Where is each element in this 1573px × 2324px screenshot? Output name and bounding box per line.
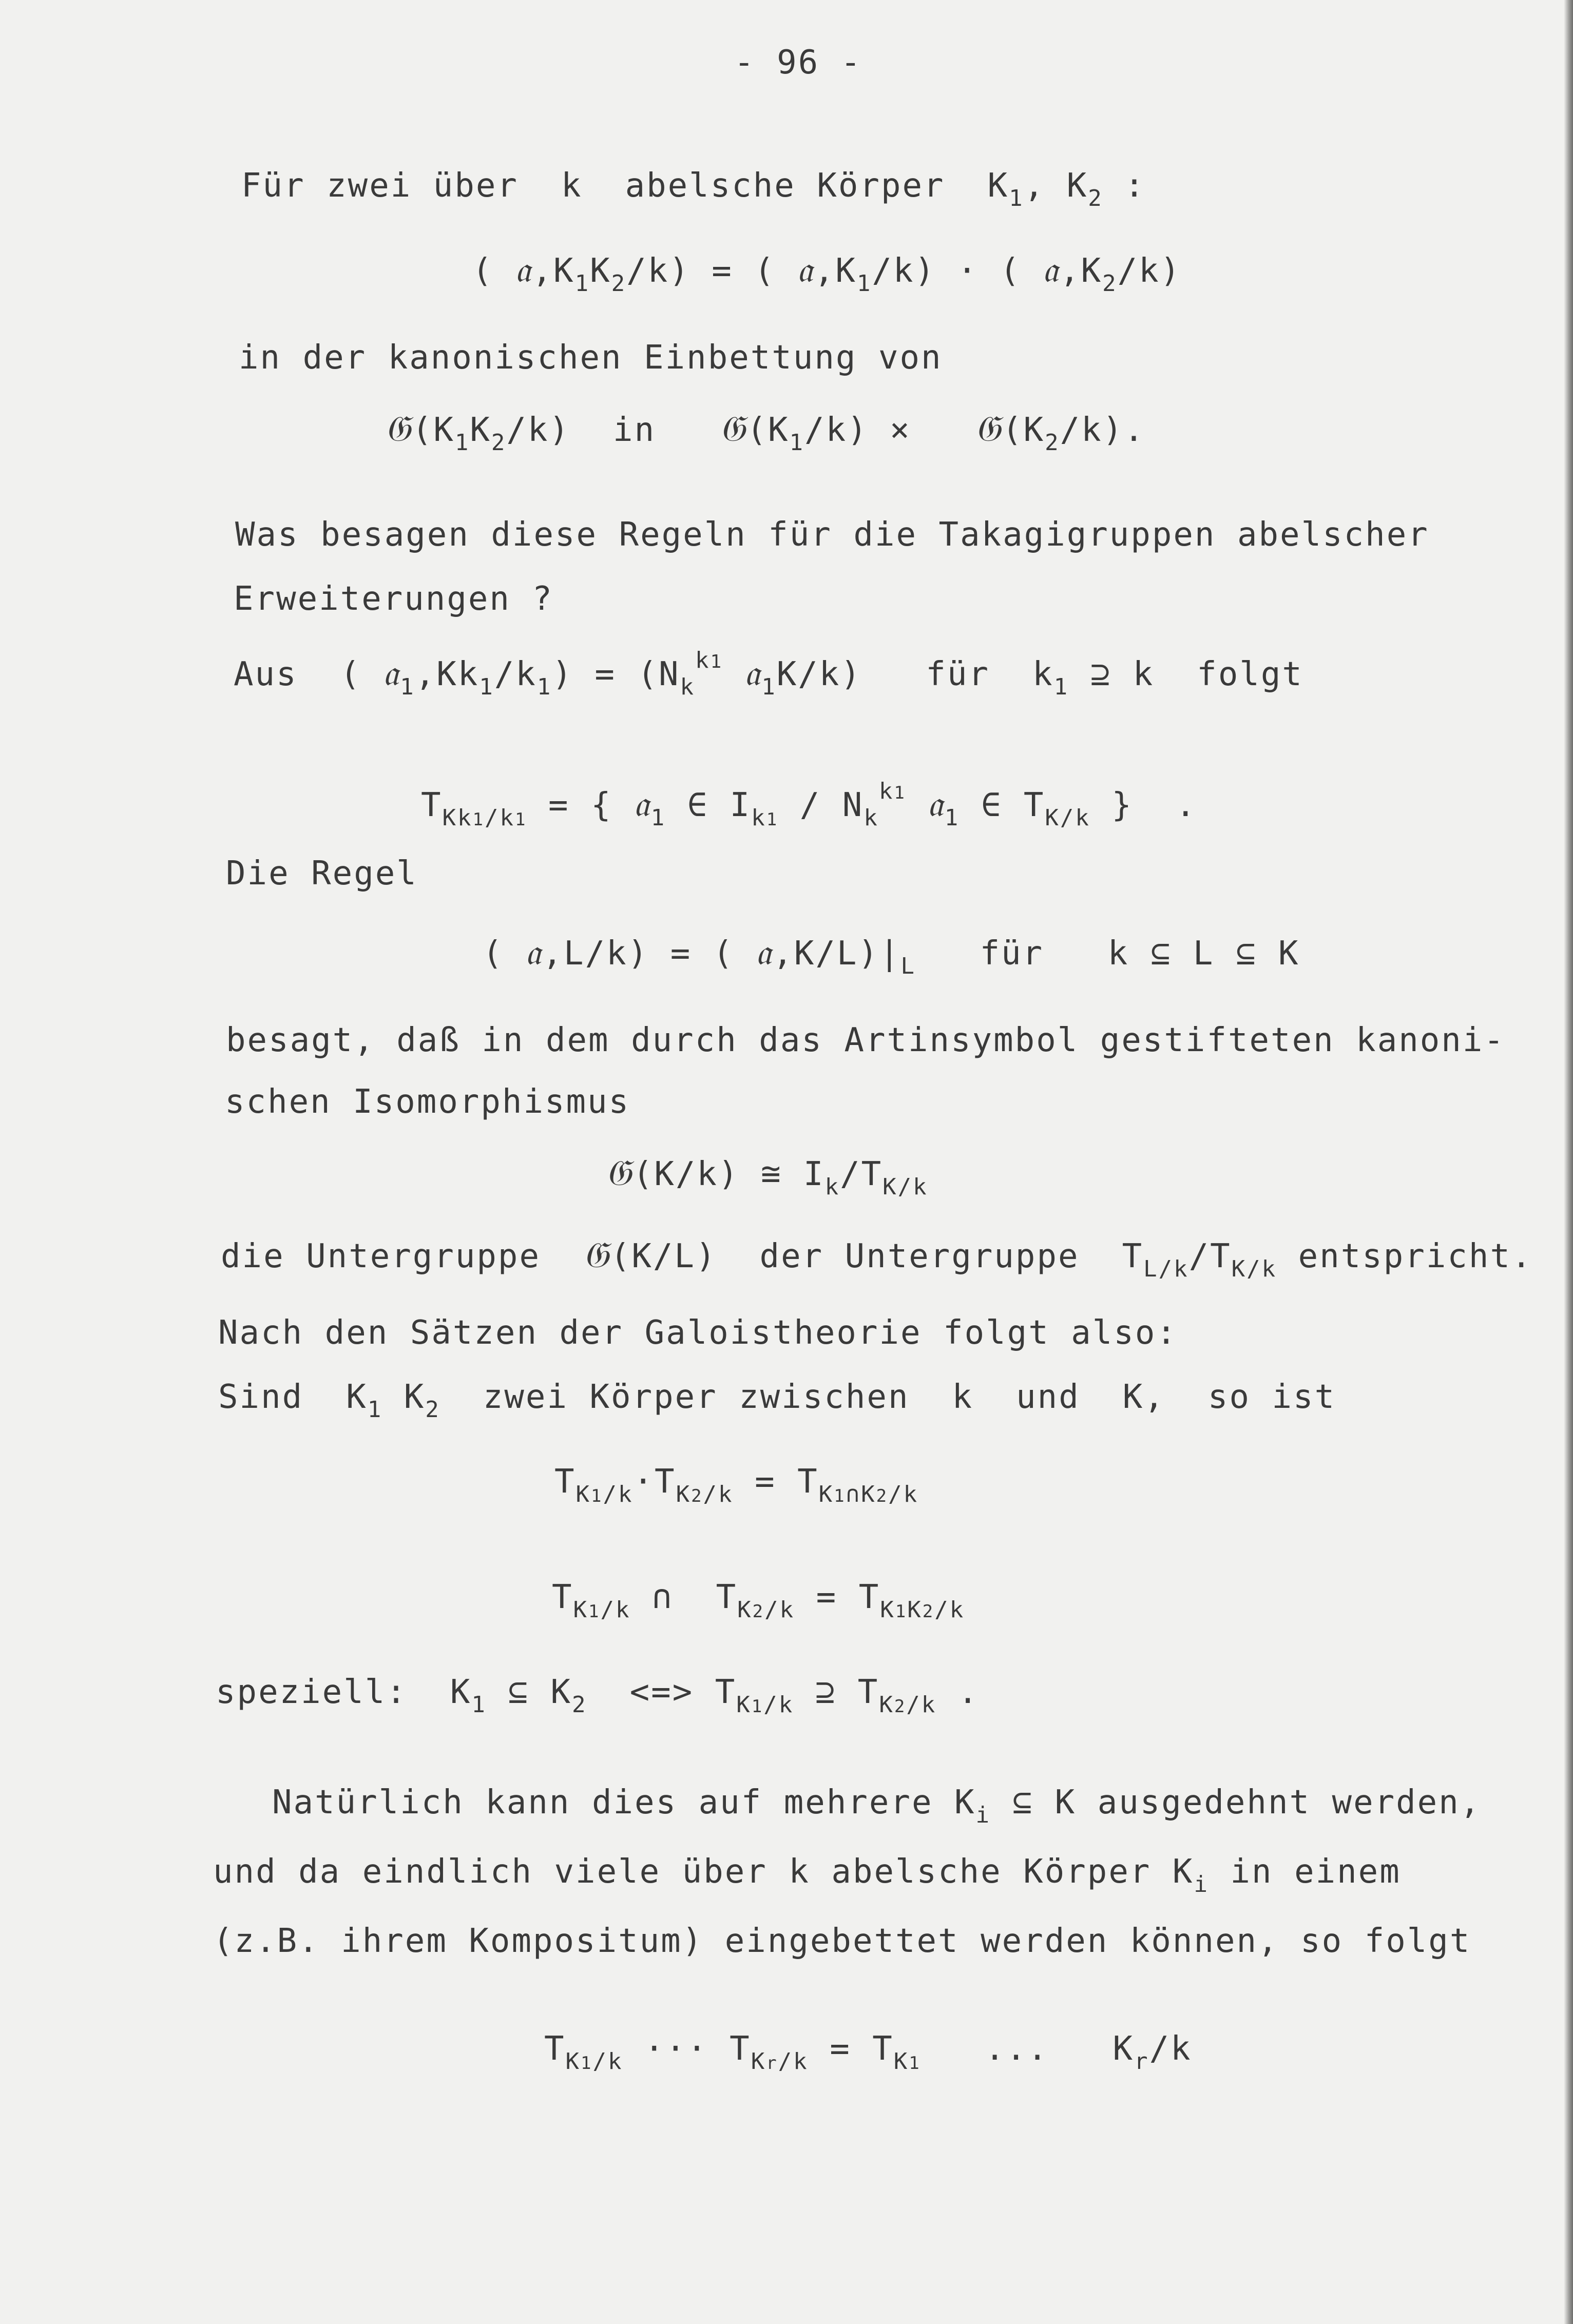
text-line-aus: Aus ( $𝔞_1,Kk_1/k_1) = (N_k^{k1}$ 𝔞$_1$K/k) für $k_1$ ⊇ k folgt	[234, 647, 1303, 700]
text-line: Nach den Sätzen der Galoistheorie folgt also:	[218, 1314, 1178, 1352]
formula-artin-product: ( $𝔞,K_1K_2/k$) = ( $𝔞,K_1/k$) · ( $𝔞,K_2/k$)	[472, 248, 1182, 297]
formula-embedding: $𝔊(K_1K_2/k)$ in $𝔊(K_1/k)$ × $𝔊(K_2/k)$.	[385, 408, 1145, 456]
text-line: Für zwei über k abelsche Körper $K_1$, $K_2$ :	[241, 167, 1146, 211]
formula-intersection-composite: $T_{K1/k}$ ∩ $T_{K2/k} = T_{K1K2/k}$	[552, 1578, 965, 1623]
formula-restriction: ( 𝔞,L/k) = ( $𝔞,K/L)|_L$ für k ⊆ L ⊆ K	[483, 931, 1300, 979]
text-line: Natürlich kann dies auf mehrere $K_i$ ⊆ K ausgedehnt werden,	[272, 1784, 1482, 1828]
formula-isomorphism: 𝔊(K/k) ≅ $I_k/T_{K/k}$	[606, 1152, 928, 1200]
text-line: schen Isomorphismus	[225, 1083, 630, 1121]
page-number: - 96 -	[734, 44, 862, 82]
text-line: und da eindlich viele über k abelsche Körper $K_i$ in einem	[213, 1853, 1401, 1897]
text-line: Erweiterungen ?	[234, 580, 553, 618]
formula-product-intersection: $T_{K1/k}\cdot T_{K2/k} = T_{K1\cap K2/k}$	[554, 1463, 919, 1507]
formula-takagi-group: $T_{Kk1/k1}$ = { 𝔞$_1$ ∈ $I_{k1} / N_k^{k1}$ 𝔞$_1$ ∈ $T_{K/k}$ } .	[421, 778, 1197, 831]
page-edge	[1564, 0, 1573, 2324]
text-line: die Untergruppe 𝔊(K/L) der Untergruppe $T_{L/k}/T_{K/k}$ entspricht.	[221, 1234, 1533, 1282]
text-line: in der kanonischen Einbettung von	[239, 339, 943, 377]
text-line: besagt, daß in dem durch das Artinsymbol gestifteten kanoni-	[226, 1021, 1505, 1059]
text-line: Was besagen diese Regeln für die Takagigruppen abelscher	[235, 516, 1429, 554]
text-line: Sind $K_1$ $K_2$ zwei Körper zwischen k und K, so ist	[218, 1378, 1336, 1423]
text-line: Die Regel	[226, 855, 418, 893]
text-line-speziell: speziell: $K_1$ ⊆ $K_2$ <=> $T_{K1/k}$ ⊇ $T_{K2/k}$ .	[216, 1673, 980, 1718]
text-line: (z.B. ihrem Kompositum) eingebettet werden können, so folgt	[213, 1922, 1471, 1960]
formula-final-product: $T_{K1/k}$ ··· $T_{Kr/k} = T_{K1}$ ... $K_r/k$	[544, 2030, 1192, 2075]
